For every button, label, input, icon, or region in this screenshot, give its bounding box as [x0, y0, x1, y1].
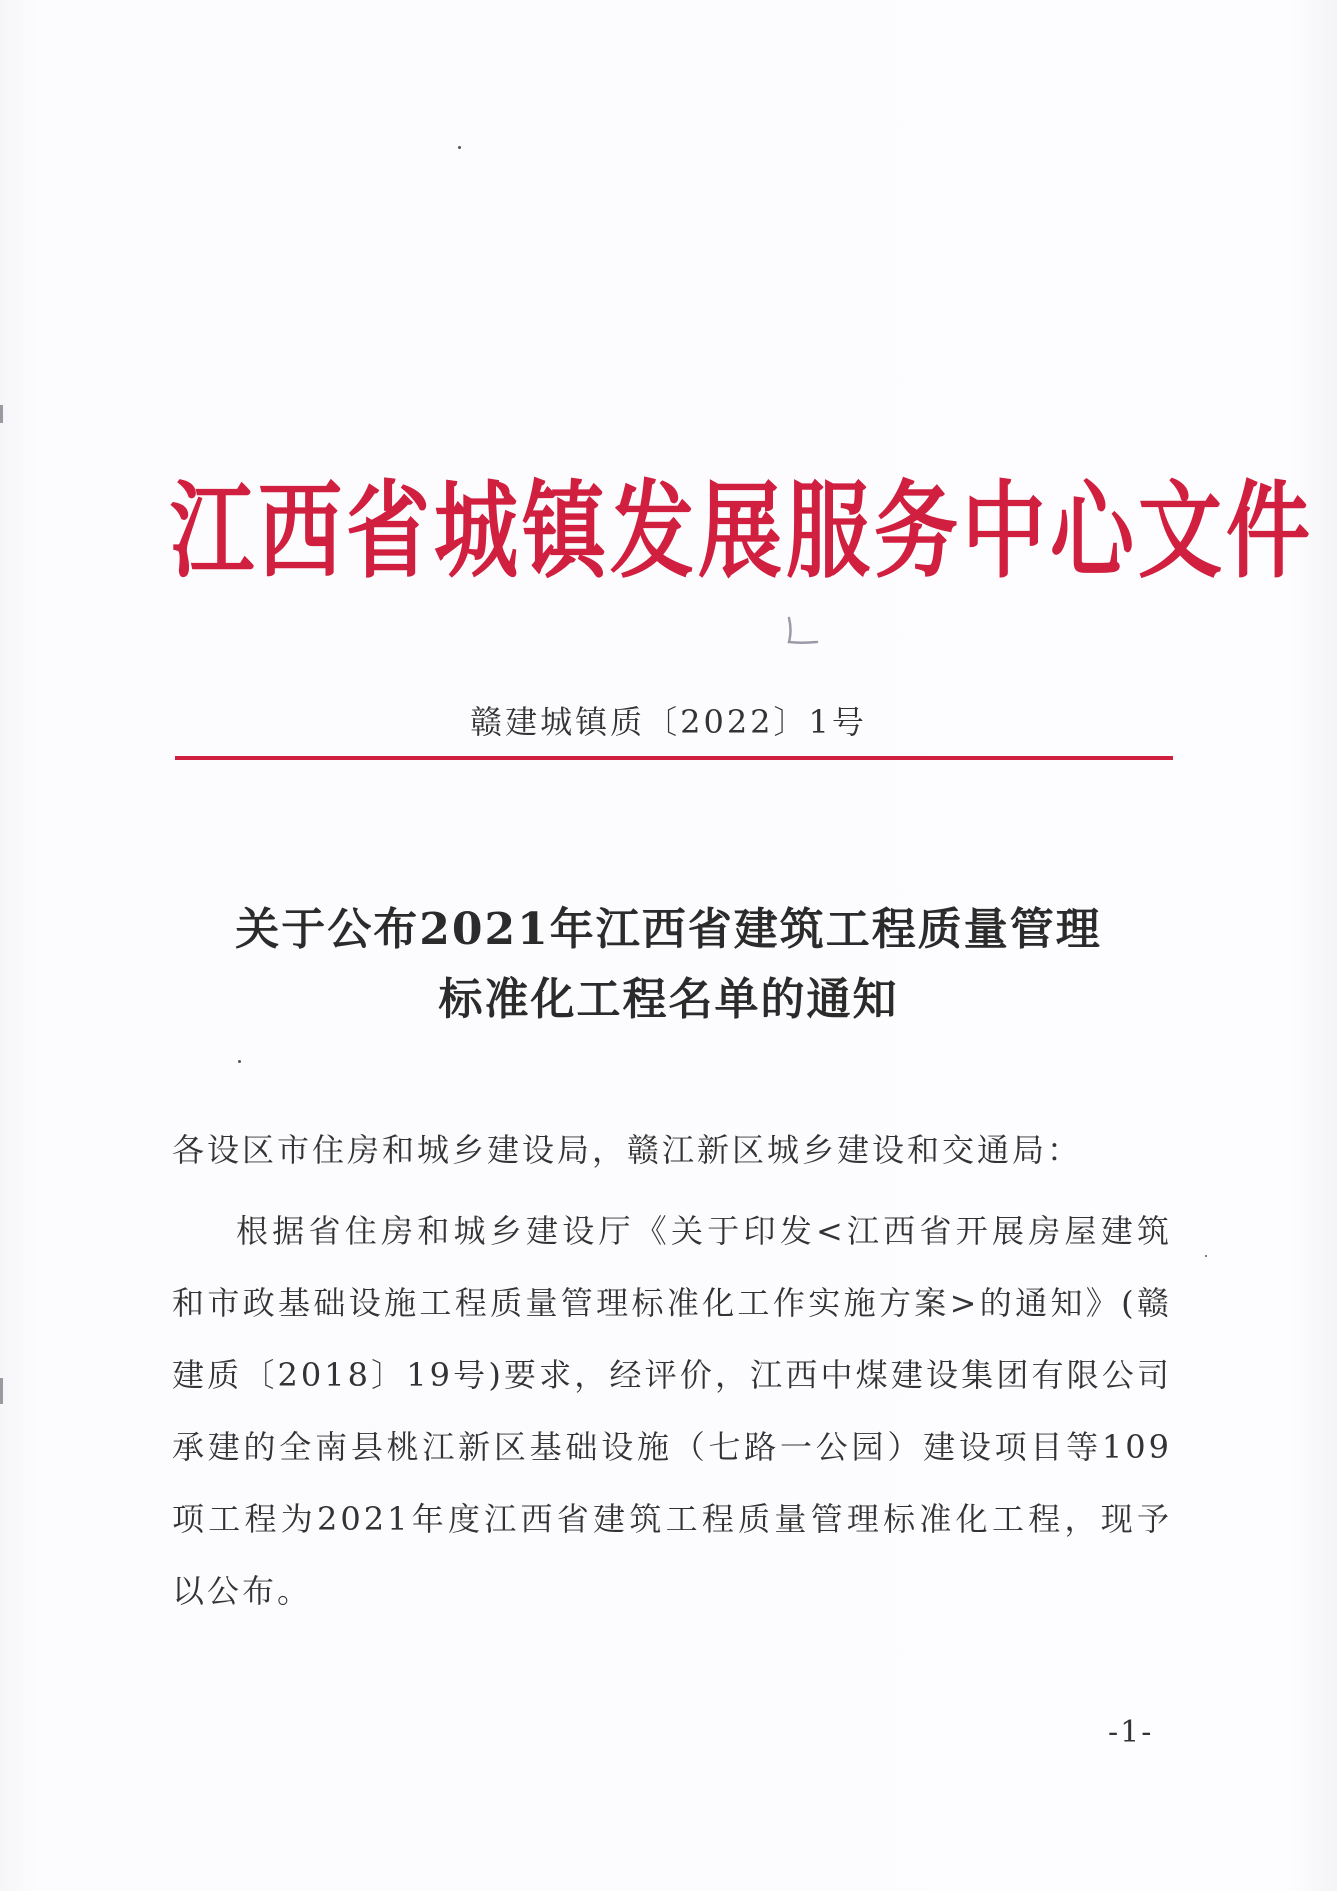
title-line-2: 标准化工程名单的通知 — [438, 974, 899, 1025]
page-number: -1- — [1108, 1715, 1154, 1750]
scan-edge-mark — [0, 1378, 3, 1404]
scan-speck — [458, 146, 461, 149]
document-number: 赣建城镇质〔2022〕1号 — [470, 703, 867, 741]
header-red-rule — [175, 756, 1173, 760]
scan-edge-mark — [0, 405, 3, 423]
scan-speck — [238, 1060, 241, 1063]
title-line-1: 关于公布2021年江西省建筑工程质量管理 — [235, 904, 1102, 955]
document-title — [0, 895, 1337, 1035]
issuing-organization-header: 江西省城镇发展服务中心文件 — [170, 468, 1315, 593]
salutation: 各设区市住房和城乡建设局，赣江新区城乡建设和交通局： — [172, 1131, 1083, 1169]
scan-speck — [1205, 1255, 1207, 1257]
body-paragraph: 根据省住房和城乡建设厅《关于印发<江西省开展房屋建筑和市政基础设施工程质量管理标准化工作实施方案>的通知》(赣建质〔2018〕19号)要求，经评价，江西中煤建设集团有限公司承建的全南县桃江新区基础设施（七路一公园）建设项目等109项工程为2021年度江西省建筑工程质量管理标准化工程，现予以公布。 — [172, 1212, 1172, 1610]
